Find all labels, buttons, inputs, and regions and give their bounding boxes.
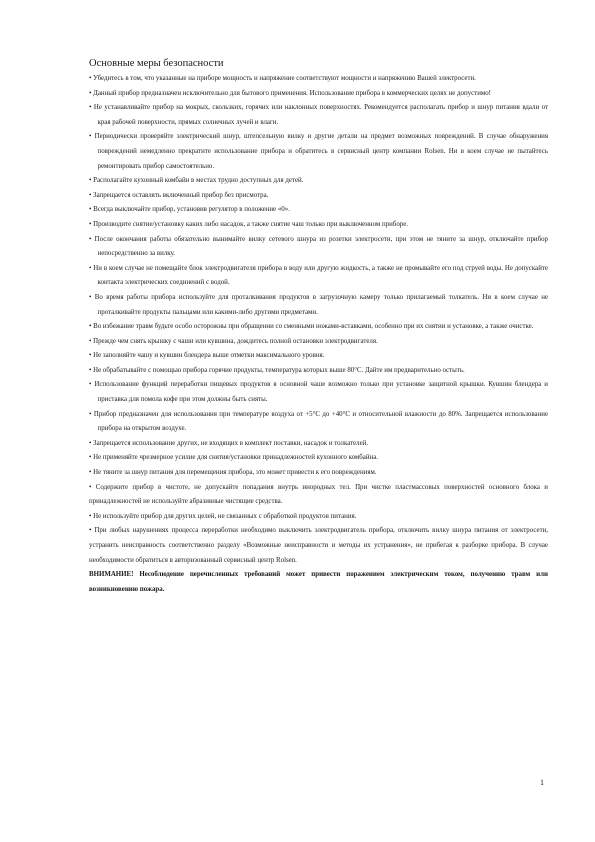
safety-item: • Всегда выключайте прибор, установив регулятор в положение «0».: [89, 206, 290, 214]
safety-item: • Не тяните за шнур питания для перемещения прибора, это может привести к его повреждениям.: [89, 469, 377, 477]
safety-item: • Не применяйте чрезмерное усилие для снятия/установки принадлежностей кухонного комбайна.: [89, 454, 378, 462]
safety-item: • Не используйте прибор для других целей, не связанных с обработкой продуктов питания.: [89, 512, 357, 520]
safety-item: • Производите снятие/установку каких либо насадок, а также снятие чаш только при выключенном приборе.: [89, 220, 408, 228]
safety-item: • Содержите прибор в чистоте, не допускайте попадания внутрь инородных тел. При чистке пластмассовых поверхностей основного блока и принадлежностей не используйте абразивные чистящие средства.: [89, 483, 548, 506]
page-number: 1: [540, 778, 544, 787]
safety-item: • Прежде чем снять крышку с чаши или кувшина, дождитесь полной остановки электродвигателя.: [89, 337, 378, 345]
safety-list: [89, 72, 548, 597]
safety-item: • При любых нарушениях процесса переработки необходимо выключить электродвигатель прибора, отключить вилку шнура питания от электросети, устранить неисправность соответственно разделу «Возможные неисправности и методы их устранения», не прибегая к разборке прибора. В случае необходимости обратиться в авторизованный сервисный центр Rolsen.: [89, 527, 548, 564]
safety-item: • Во время работы прибора используйте для проталкивания продуктов в загрузочную камеру только прилагаемый толкатель. Ни в коем случае не проталкивайте продукты пальцами или какими-либо другими предметами.: [89, 293, 548, 316]
safety-item: • Запрещается оставлять включенный прибор без присмотра.: [89, 191, 269, 199]
safety-item: • После окончания работы обязательно вынимайте вилку сетевого шнура из розетки электросети, при этом не тяните за шнур, отключайте прибор непосредственно за вилку.: [89, 235, 548, 258]
section-title: Основные меры безопасности: [89, 58, 224, 69]
safety-item: • Не обрабатывайте с помощью прибора горячие продукты, температура которых выше 80°C. Дайте им предварительно остыть.: [89, 366, 465, 374]
safety-item: • Не устанавливайте прибор на мокрых, скользких, горячих или наклонных поверхностях. Рекомендуется располагать прибор и шнур питания вдали от края рабочей поверхности, прямых солнечных лучей и влаги.: [89, 104, 548, 126]
safety-item: • Запрещается использование других, не входящих в комплект поставки, насадок и толкателей.: [89, 439, 369, 447]
safety-item: • Использование функций переработки пищевых продуктов в основной чаше возможно только при установке защитной крышки. Кувшин блендера и приставка для помола кофе при этом должны быть сняты.: [89, 381, 548, 404]
safety-item: • Располагайте кухонный комбайн в местах трудно доступных для детей.: [89, 177, 304, 185]
safety-item: • Прибор предназначен для использования при температуре воздуха от +5°C до +40°C и относительной влажности до 80%. Запрещается использование прибора на открытом воздухе.: [89, 410, 548, 433]
safety-item: • Не заполняйте чашу и кувшин блендера выше отметки максимального уровня.: [89, 352, 325, 360]
safety-item: • Периодически проверяйте электрический шнур, штепсельную вилку и другие детали на предмет возможных повреждений. В случае обнаружения повреждений немедленно прекратите использование прибора и обратитесь в сервисный центр компании Rolsen. Ни в коем случае не пытайтесь ремонтировать прибор самостоятельно.: [89, 133, 548, 170]
safety-item: • Во избежание травм будьте особо осторожны при обращении со сменными ножами-вставками, особенно при их снятии и установке, а также очистке.: [89, 323, 534, 331]
safety-item: • Убедитесь в том, что указанные на приборе мощность и напряжение соответствуют мощности и напряжению Вашей электросети.: [89, 75, 476, 82]
safety-item: • Данный прибор предназначен исключительно для бытового применения. Использование прибора в коммерческих целях не допустимо!: [89, 89, 491, 97]
warning-note: ВНИМАНИЕ! Несоблюдение перечисленных требований может привести поражением электрическим током, получению травм или возникновению пожара.: [89, 571, 548, 593]
safety-item: • Ни в коем случае не помещайте блок электродвигателя прибора в воду или другую жидкость, а также не промывайте его под струей воды. Не допускайте контакта электрических соединений с водой.: [89, 264, 548, 287]
